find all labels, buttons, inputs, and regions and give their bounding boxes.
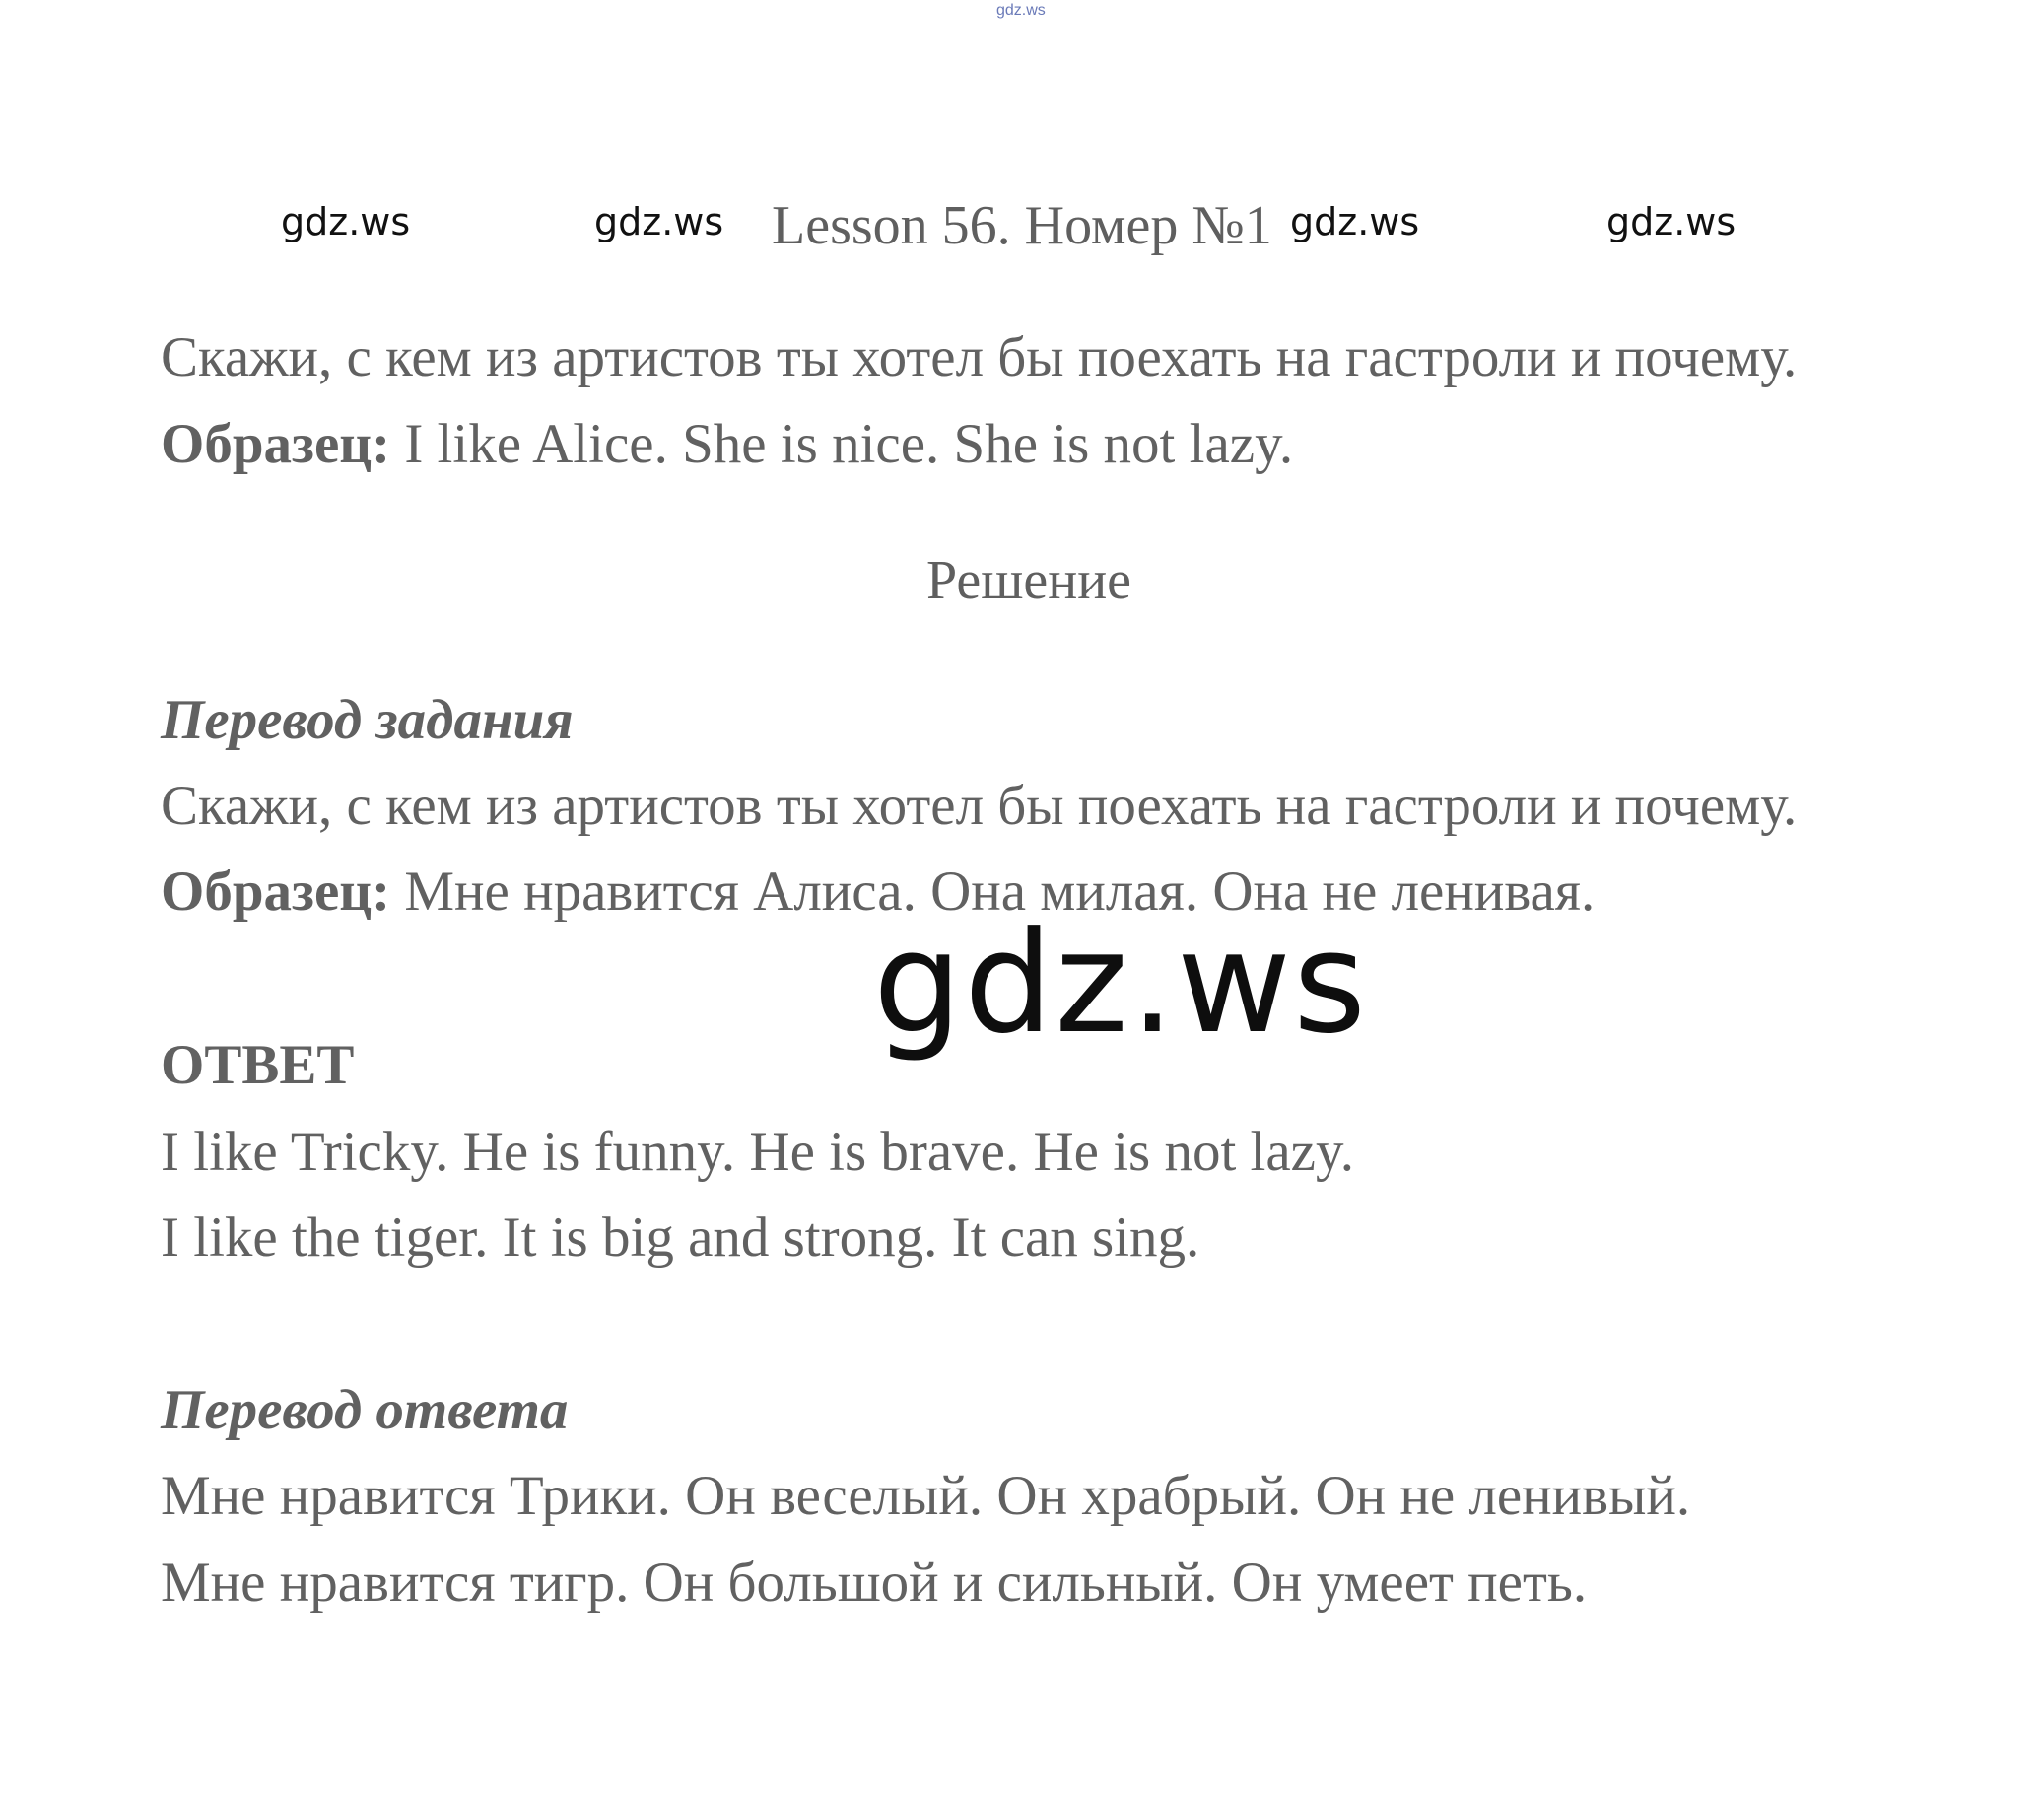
answer-translation-line-2: Мне нравится тигр. Он большой и сильный. Он умеет петь. [161,1552,1588,1614]
task-translation-text: Скажи, с кем из артистов ты хотел бы поехать на гастроли и почему. [161,775,1798,837]
watermark-big: gdz.ws [873,902,1369,1065]
watermark-tiny: gdz.ws [996,2,1046,19]
task-sample [161,412,1293,476]
answer-line-2: I like the tiger. It is big and strong. It can sing. [161,1207,1200,1269]
watermark-top-2: gdz.ws [594,200,724,243]
task-text: Скажи, с кем из артистов ты хотел бы поехать на гастроли и почему. [161,326,1798,388]
solution-heading: Решение [926,550,1132,611]
task-sample-label: Образец: [161,413,391,475]
answer-line-1: I like Tricky. He is funny. He is brave. He is not lazy. [161,1121,1355,1183]
page-title: Lesson 56. Номер №1 [772,195,1272,256]
watermark-top-1: gdz.ws [281,200,411,243]
answer-translation-line-1: Мне нравится Трики. Он веселый. Он храбрый. Он не ленивый. [161,1465,1691,1527]
task-translation-sample-label: Образец: [161,861,391,923]
task-sample-text: I like Alice. She is nice. She is not lazy. [390,413,1294,475]
answer-heading: ОТВЕТ [161,1034,355,1096]
task-translation-heading: Перевод задания [161,689,574,751]
answer-translation-heading: Перевод ответа [161,1379,569,1441]
task-translation-sample-text: Мне нравится Алиса. Она милая. Она не ленивая. [390,861,1596,923]
watermark-top-4: gdz.ws [1606,200,1737,243]
watermark-top-3: gdz.ws [1290,200,1420,243]
